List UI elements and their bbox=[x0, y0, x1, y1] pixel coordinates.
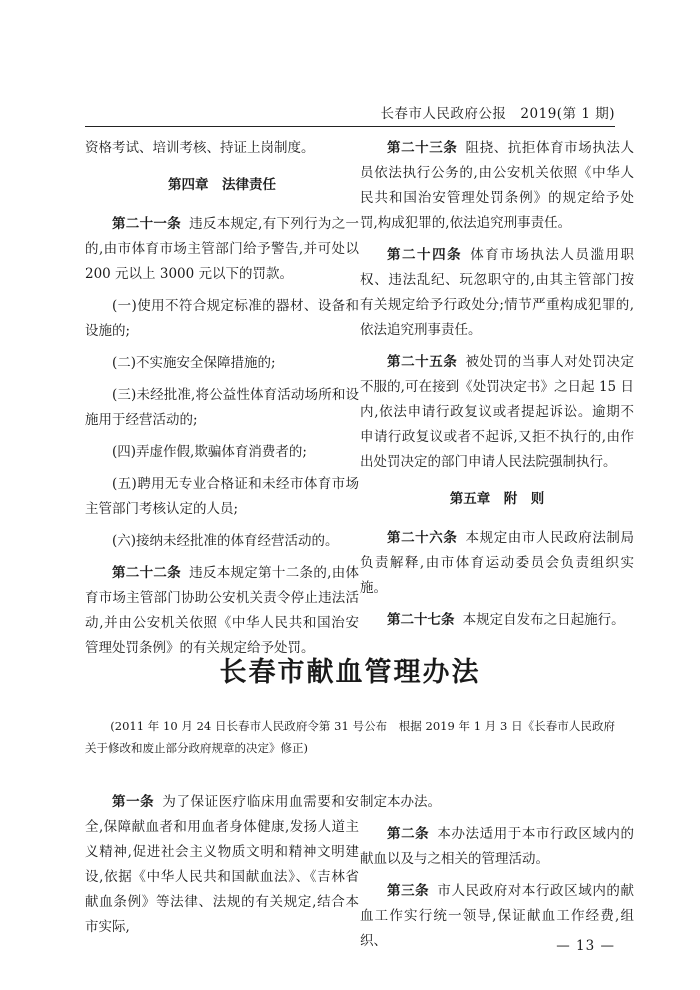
upper-left-column bbox=[85, 136, 359, 668]
page-header: 长春市人民政府公报 2019(第 1 期) bbox=[380, 106, 615, 122]
article-text: 本规定由市人民政府法制局负责解释,由市体育运动委员会负责组织实施。 bbox=[360, 530, 635, 596]
list-item: (一)使用不符合规定标准的器材、设备和设施的; bbox=[85, 298, 359, 339]
article-number: 第一条 bbox=[112, 794, 155, 810]
article-text: 本规定自发布之日起施行。 bbox=[462, 612, 625, 628]
article-number: 第二十三条 bbox=[387, 140, 458, 156]
article-text: 本办法适用于本市行政区域内的献血以及与之相关的管理活动。 bbox=[360, 826, 635, 867]
list-item: (四)弄虚作假,欺骗体育消费者的; bbox=[112, 444, 307, 460]
article-text: 阻挠、抗拒体育市场执法人员依法执行公务的,由公安机关依照《中华人民共和国治安管理处罚条例》的规定给予处罚,构成犯罪的,依法追究刑事责任。 bbox=[360, 140, 635, 231]
article-text: 为了保证医疗临床用血需要和安全,保障献血者和用血者身体健康,发扬人道主义精神,促进社会主义物质文明和精神文明建设,依据《中华人民共和国献血法》、《吉林省献血条例》等法律、法规的有关规定,结合本市实际, bbox=[85, 794, 360, 935]
page-number: — 13 — bbox=[556, 938, 615, 954]
article-1 bbox=[85, 790, 359, 940]
lower-right-column bbox=[360, 790, 634, 961]
article-26 bbox=[360, 526, 634, 601]
article-22 bbox=[85, 561, 359, 661]
document-title: 长春市献血管理办法 bbox=[219, 657, 481, 688]
document-note: (2011 年 10 月 24 日长春市人民政府令第 31 号公布 根据 2019 年 1 月 3 日《长春市人民政府关于修改和废止部分政府规章的决定》修正) bbox=[85, 719, 615, 755]
article-text: 违反本规定第十二条的,由体育市场主管部门协助公安机关责令停止违法活动,并由公安机关依照《中华人民共和国治安管理处罚条例》的有关规定给予处罚。 bbox=[85, 565, 360, 656]
paragraph: 制定本办法。 bbox=[360, 794, 441, 810]
article-2 bbox=[360, 822, 634, 872]
article-27 bbox=[360, 608, 634, 633]
chapter-heading: 第四章 法律责任 bbox=[168, 177, 276, 193]
lower-left-column bbox=[85, 790, 359, 947]
article-21 bbox=[85, 212, 359, 287]
list-item: (二)不实施安全保障措施的; bbox=[112, 355, 276, 371]
list-item: (五)聘用无专业合格证和未经市体育市场主管部门考核认定的人员; bbox=[85, 476, 359, 517]
list-item: (六)接纳未经批准的体育经营活动的。 bbox=[112, 533, 339, 549]
article-number: 第二十六条 bbox=[387, 530, 458, 546]
article-number: 第三条 bbox=[387, 883, 430, 899]
list-item: (三)未经批准,将公益性体育活动场所和设施用于经营活动的; bbox=[85, 387, 359, 428]
article-text: 被处罚的当事人对处罚决定不服的,可在接到《处罚决定书》之日起 15 日内,依法申请行政复议或者提起诉讼。逾期不申请行政复议或者不起诉,又拒不执行的,由作出处罚决定的部门申请人民法院强制执行。 bbox=[360, 354, 635, 470]
chapter-heading: 第五章 附 则 bbox=[449, 491, 545, 507]
header-rule bbox=[85, 126, 615, 127]
article-text: 违反本规定,有下列行为之一的,由市体育市场主管部门给予警告,并可处以 200 元以上 3000 元以下的罚款。 bbox=[85, 216, 360, 282]
article-number: 第二十五条 bbox=[387, 354, 458, 370]
article-23 bbox=[360, 136, 634, 236]
article-number: 第二十一条 bbox=[112, 216, 182, 232]
article-24 bbox=[360, 243, 634, 343]
article-text: 市人民政府对本行政区域内的献血工作实行统一领导,保证献血工作经费,组织、 bbox=[360, 883, 635, 949]
article-number: 第二条 bbox=[387, 826, 430, 842]
article-number: 第二十七条 bbox=[387, 612, 455, 628]
article-number: 第二十四条 bbox=[387, 247, 463, 263]
upper-right-column bbox=[360, 136, 634, 640]
article-number: 第二十二条 bbox=[112, 565, 182, 581]
article-25 bbox=[360, 350, 634, 475]
article-text: 体育市场执法人员滥用职权、违法乱纪、玩忽职守的,由其主管部门按有关规定给予行政处分;情节严重构成犯罪的,依法追究刑事责任。 bbox=[360, 247, 635, 338]
paragraph: 资格考试、培训考核、持证上岗制度。 bbox=[85, 140, 315, 156]
